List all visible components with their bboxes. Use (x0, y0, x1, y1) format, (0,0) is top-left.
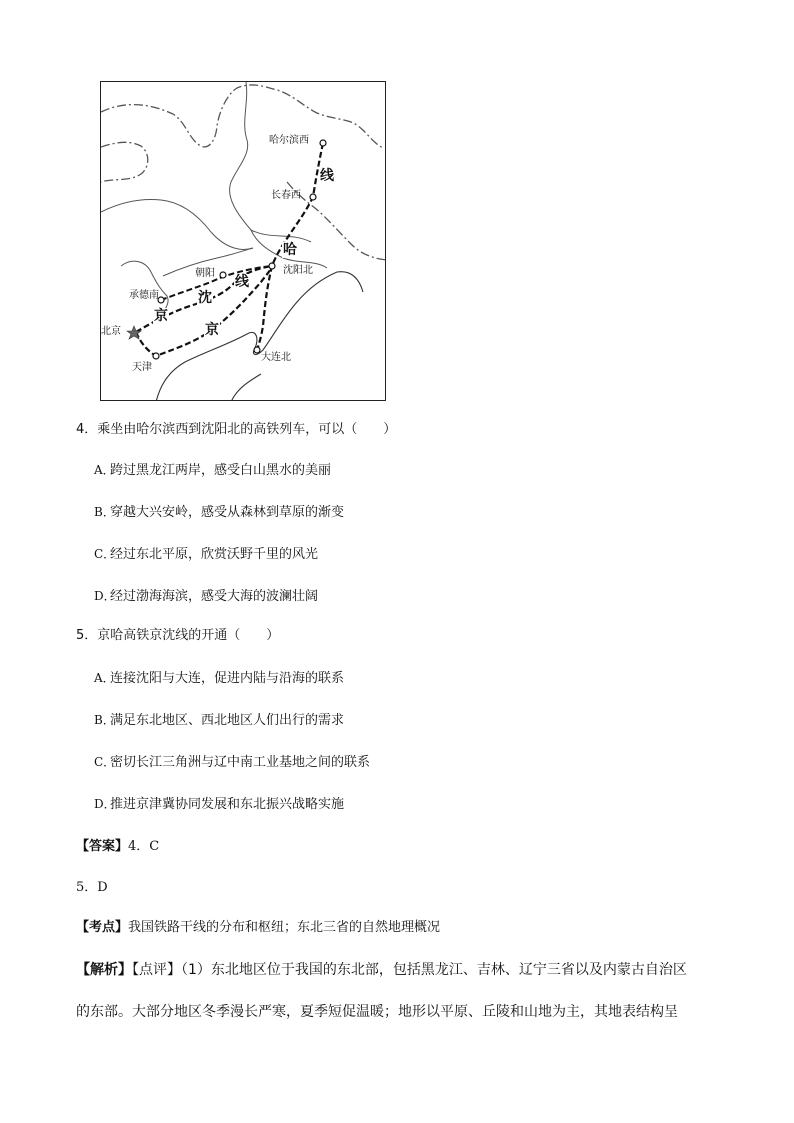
option-letter: A． (94, 463, 115, 477)
label-dalian-north: 大连北 (261, 352, 291, 363)
option-letter: A． (94, 671, 115, 685)
question-5-option-c[interactable] (94, 753, 370, 772)
coastline-south (231, 374, 261, 401)
label-chaoyang: 朝阳 (195, 268, 215, 279)
station-shenyang-north (269, 263, 275, 269)
option-text: 经过渤海海滨，感受大海的波澜壮阔 (110, 589, 319, 604)
station-changchun-west (310, 194, 316, 200)
dianping-tag: 【点评】 (132, 962, 181, 978)
answer-tag: 【答案】 (76, 839, 129, 854)
route-char-ha: 哈 (283, 242, 297, 258)
answer-5: 5．D (76, 880, 108, 895)
station-dalian-north (254, 347, 260, 353)
jiexi-text-1: （1）东北地区位于我国的东北部，包括黑龙江、吉林、辽宁三省以及内蒙古自治区 (181, 962, 687, 978)
railway-map (100, 81, 386, 401)
route-char-jing-right: 京 (205, 322, 219, 338)
option-letter: B． (94, 505, 115, 519)
option-text: 穿越大兴安岭，感受从森林到草原的渐变 (110, 505, 345, 520)
option-letter: D． (94, 589, 116, 603)
province-border-heilongjiang (230, 82, 311, 242)
route-char-jing-left: 京 (154, 308, 168, 324)
question-4-option-c[interactable] (94, 545, 318, 564)
label-shenyang-north: 沈阳北 (283, 265, 313, 276)
option-text: 满足东北地区、西北地区人们出行的需求 (110, 713, 345, 728)
route-char-xian-top: 线 (320, 168, 334, 184)
station-chaoyang (220, 272, 226, 278)
station-harbin-west (320, 140, 326, 146)
answer-line-1 (76, 838, 159, 856)
route-char-xian-mid: 线 (235, 274, 249, 290)
province-border-innermongolia (101, 200, 253, 250)
option-letter: D． (94, 797, 116, 811)
kaodian-tag: 【考点】 (76, 920, 129, 935)
national-border-east (287, 182, 386, 260)
answer-4: 4．C (128, 839, 160, 854)
map-graphic (101, 82, 386, 401)
option-letter: C． (94, 755, 116, 769)
option-text: 密切长江三角洲与辽中南工业基地之间的联系 (110, 755, 371, 770)
jiexi-line-2: 的东部。大部分地区冬季漫长严寒，夏季短促温暖；地形以平原、丘陵和山地为主，其地表结构呈 (76, 1004, 678, 1020)
question-4-stem: 4．乘坐由哈尔滨西到沈阳北的高铁列车，可以（ ） (76, 422, 397, 437)
label-chengde-south: 承德南 (129, 290, 159, 301)
question-4-option-a[interactable] (94, 461, 331, 480)
option-text: 推进京津冀协同发展和东北振兴战略实施 (110, 797, 345, 812)
question-5-stem: 5．京哈高铁京沈线的开通（ ） (76, 628, 280, 643)
jiexi-tag: 【解析】 (76, 962, 132, 978)
label-tianjin: 天津 (132, 362, 152, 373)
kaodian-line (76, 919, 440, 937)
question-5-option-a[interactable] (94, 669, 344, 688)
label-changchun-west: 长春西 (271, 190, 301, 201)
option-letter: B． (94, 713, 115, 727)
option-text: 连接沈阳与大连，促进内陆与沿海的联系 (110, 671, 345, 686)
question-4-option-b[interactable] (94, 503, 344, 522)
jiexi-line-1 (76, 961, 687, 979)
national-border (101, 85, 383, 148)
question-5-option-d[interactable] (94, 795, 344, 814)
national-border-west (101, 142, 148, 182)
option-letter: C． (94, 547, 116, 561)
option-text: 跨过黑龙江两岸，感受白山黑水的美丽 (110, 463, 332, 478)
kaodian-text: 我国铁路干线的分布和枢纽；东北三省的自然地理概况 (128, 920, 441, 935)
option-text: 经过东北平原，欣赏沃野千里的风光 (110, 547, 319, 562)
route-char-shen: 沈 (198, 290, 212, 306)
station-tianjin (153, 353, 159, 359)
label-harbin-west: 哈尔滨西 (269, 135, 309, 146)
question-4-option-d[interactable] (94, 587, 318, 606)
label-beijing: 北京 (101, 326, 121, 337)
question-5-option-b[interactable] (94, 711, 344, 730)
